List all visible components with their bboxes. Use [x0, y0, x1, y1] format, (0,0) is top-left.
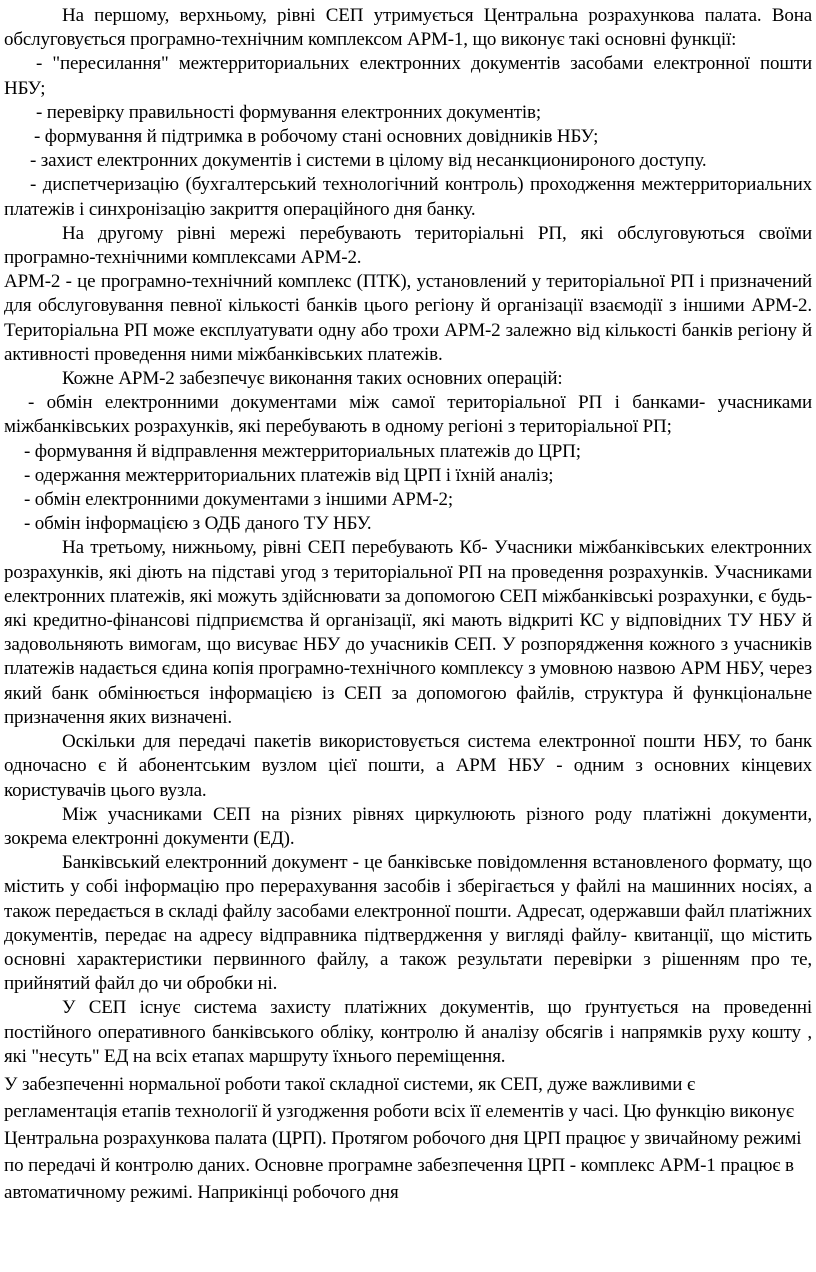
paragraph-block-crp — [4, 1071, 812, 1206]
paragraph-sep-level-3: На третьому, нижньому, рівні СЕП перебувають Кб- Учасники міжбанківських електронних розрахунків, які діють на підставі угод з територіальної РП на проведення розрахунків. Учасниками електронних платежів, які можуть здійснювати за допомогою СЕП міжбанківські розрахунки, є будь-які кредитно-фінансові підприємства й організації, які мають відкриті КС у відповідних ТУ НБУ й задовольняють вимогам, що висуває НБУ до учасників СЕП. У розпорядження кожного з учасників платежів надається єдина копія програмно-технічного комплексу з умовною назвою АРМ НБУ, через який банк обмінюється інформацією із СЕП за допомогою файлів, структура й функціональне призначення яких визначені. — [4, 537, 812, 728]
list-item-protection: - захист електронних документів і системи в цілому від несанкционироного доступу. — [30, 150, 707, 172]
paragraph-email-system: Оскільки для передачі пакетів використовується система електронної пошти НБУ, то банк одночасно є й абонентським вузлом цієї пошти, а АРМ НБУ - одним з основних кінцевих користувачів цього вузла. — [4, 731, 812, 801]
paragraph-sep-level-2: На другому рівні мережі перебувають територіальні РП, які обслуговуються своїми програмно-технічними комплексами АРМ-2. — [4, 222, 812, 269]
list-item-dispatching: - диспетчеризацію (бухгалтерський технологічний контроль) проходження межтерриториальних платежів і синхронізацію закриття операційного дня банку. — [4, 174, 812, 220]
list-item-send-payments: - формування й відправлення межтерриториальных платежів до ЦРП; — [24, 440, 581, 462]
list-item-exchange-arm2: - обмін електронними документами з іншими АРМ-2; — [24, 489, 454, 511]
paragraph-crp-regulation: У забезпеченні нормальної роботи такої складної системи, як СЕП, дуже важливими є регламентація етапів технології й узгодження роботи всіх її елементів у часі. Цю функцію виконує Центральна розрахункова палата (ЦРП). Протягом робочого дня ЦРП працює у звичайному режимі по передачі й контролю даних. Основне програмне забезпечення ЦРП - комплекс АРМ-1 працює в автоматичному режимі. Наприкінці робочого дня — [4, 1073, 802, 1203]
list-item-exchange-banks: - обмін електронними документами між самої територіальної РП і банками- учасниками міжбанківських розрахунків, які перебувають в одному регіоні з територіальної РП; — [4, 392, 812, 438]
list-item-directories: - формування й підтримка в робочому стані основних довідників НБУ; — [34, 126, 599, 148]
paragraph-electronic-document: Банківський електронний документ - це банківське повідомлення встановленого формату, що містить у собі інформацію про перерахування засобів і зберігається у файлі на машинних носіях, а також передається в складі файлу засобами електронної пошти. Адресат, одержавши файл платіжних документів, передає на адресу відправника підтвердження у вигляді файлу- квитанції, що містить основні характеристики первинного файлу, а також результати перевірки з рішенням про те, прийнятий файл до чи обробки ні. — [4, 852, 812, 995]
paragraph-arm2-definition: АРМ-2 - це програмно-технічний комплекс (ПТК), установлений у територіальної РП і призначений для обслуговування певної кількості банків цього регіону й організації взаємодії з іншими АРМ-2. Територіальна РП може експлуатувати одну або трохи АРМ-2 залежно від кількості банків регіону й активності проведення ними міжбанківських платежів. — [4, 271, 812, 365]
list-item-exchange-odb: - обмін інформацією з ОДБ даного ТУ НБУ. — [24, 513, 372, 535]
list-item-forwarding: - "пересилання" межтерриториальних електронних документів засобами електронної пошти НБУ; — [4, 53, 812, 99]
paragraph-sep-level-1: На першому, верхньому, рівні СЕП утримується Центральна розрахункова палата. Вона обслуговується програмно-технічним комплексом АРМ-1, що виконує такі основні функції: — [4, 5, 812, 51]
paragraph-arm2-operations: Кожне АРМ-2 забезпечує виконання таких основних операцій: — [62, 368, 563, 390]
list-item-receive-payments: - одержання межтерриториальних платежів від ЦРП і їхній аналіз; — [24, 464, 554, 486]
list-item-verification: - перевірку правильності формування електронних документів; — [36, 101, 541, 123]
paragraph-protection-system: У СЕП існує система захисту платіжних документів, що ґрунтується на проведенні постійного оперативного банківського обліку, контролю й аналізу обсягів і напрямків руху кошту , які "несуть" ЕД на всіх етапах маршруту їхнього переміщення. — [4, 997, 812, 1067]
paragraph-payment-documents: Між учасниками СЕП на різних рівнях циркулюють різного роду платіжні документи, зокрема електронні документи (ЕД). — [4, 803, 812, 849]
